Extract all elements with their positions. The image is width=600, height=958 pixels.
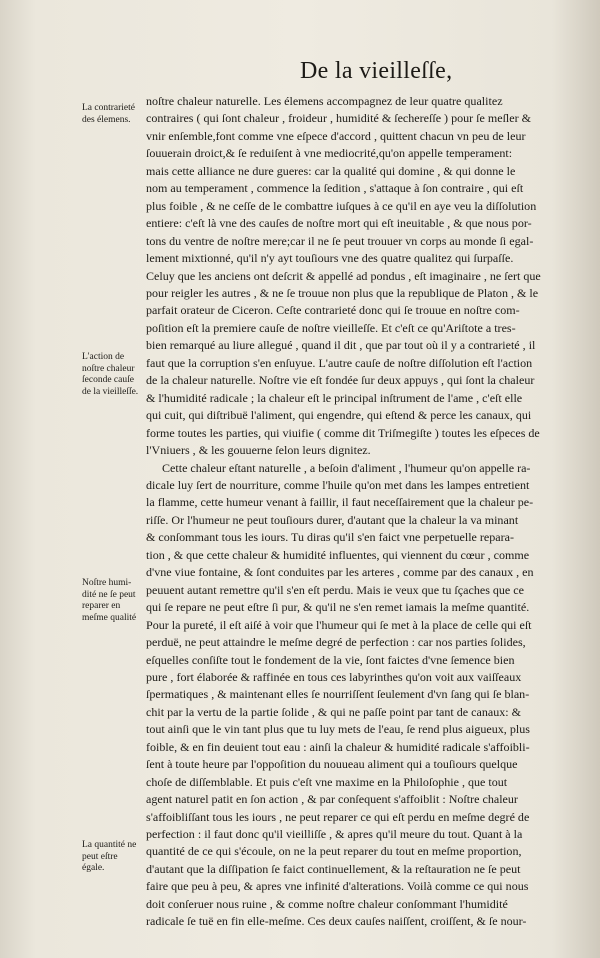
text-line: ſent à toute heure par l'oppoſition du nouueau aliment qui a touſiours quelque [146,757,518,772]
margin-note-line: noſtre chaleur [82,363,135,374]
text-line: poſition eſt la premiere cauſe de noſtre vieilleſſe. Et c'eſt ce qu'Ariſtote a tres- [146,320,516,335]
text-line: qui ſe repare ne peut eſtre ſi pur, & qu'il ne s'en remet iamais la meſme quantité. [146,600,530,615]
margin-note-line: égale. [82,863,105,873]
text-line: d'vne viue fontaine, & ſont conduites par les arteres , comme par des canaux , en [146,565,534,580]
text-line: tion , & que cette chaleur & humidité influentes, qui viennent du cœur , comme [146,547,530,562]
margin-note-line: meſme qualité [82,612,137,623]
text-line: foible, & en fin deuient tout eau : ainſi la chaleur & humidité radicale s'affoibli- [146,739,530,754]
text-line: eſquelles conſiſte tout le fondement de la vie, ſont faictes d'vne ſemence bien [146,652,515,667]
margin-note-line: La contrarieté [82,103,136,113]
text-line: vnir enſemble,font comme vne eſpece d'accord , quittent chacun vn peu de leur [146,128,526,143]
text-line: radicale ſe tuë en fin elle-meſme. Ces deux cauſes naiſſent, croiſſent, & ſe nour- [146,914,527,929]
text-line: entiere: c'eſt là vne des cauſes de noſtre mort qui eſt ineuitable , & que nous por- [146,216,532,231]
text-line: perduë, ne peut attaindre le meſme degré de perfection : car nos parties ſolides, [146,635,526,650]
margin-note-line: Noſtre humi- [82,578,132,588]
text-line: chit par la vertu de la partie ſolide , & qui ne paſſe point par tant de canaux: & [146,704,521,719]
text-line: agent naturel patit en ſon action , & par conſequent s'affoiblit : Noſtre chaleur [146,792,518,807]
text-line: Celuy que les anciens ont deſcrit & appellé ad pondus , eſt imaginaire , ne ſert que [146,268,541,283]
text-line: de la chaleur naturelle. Noſtre vie eſt fondée ſur deux appuys , qui ſont la chaleur [146,373,535,388]
text-line: l'Vniuers , & les gouuerne ſelon leurs dignitez. [146,443,371,458]
text-line: ſpermatiques , & maintenant elles ſe nourriſſent ſeulement d'vn ſang qui ſe blan- [146,687,530,702]
text-line: parfait orateur de Ciceron. Ceſte contrarieté donc qui ſe trouue en noſtre com- [146,303,520,318]
margin-note-humidite [82,578,146,624]
text-line: Cette chaleur eſtant naturelle , a beſoin d'aliment , l'humeur qu'on appelle ra- [162,460,531,475]
margin-note-line: La quantité ne [82,840,137,850]
margin-note-quantite [82,840,146,875]
text-line: perfection : il faut donc qu'il vieilliſſe , & apres qu'il meure du tout. Quant à la [146,827,523,842]
margin-note-line: L'action de [82,352,125,362]
text-line: & l'humidité radicale ; la chaleur eſt le principal inſtrument de l'ame , c'eſt elle [146,390,523,405]
text-line: dicale luy ſert de nourriture, comme l'huile qu'on met dans les lampes entretient [146,477,530,492]
margin-note-line: des élemens. [82,114,131,125]
text-line: choſe de diſſemblable. Et puis c'eſt vne maxime en la Philoſophie , que tout [146,774,508,789]
text-line: quantité de ce qui s'écoule, on ne la peut reparer du tout en meſme proportion, [146,844,522,859]
text-line: doit conſeruer nous ruine , & comme noſtre chaleur conſommant l'humidité [146,896,508,911]
text-line: nom au temperament , commence la ſedition , s'attaque à ſon contraire , qui eſt [146,181,524,196]
text-line: bien remarqué au liure allegué , quand il dit , que par tout où il y a contrarieté , il [146,338,536,353]
margin-note-contrariete [82,103,146,126]
text-line: qui cuit, qui diſtribuë l'aliment, qui engendre, qui eſtend & perce les canaux, qui [146,408,532,423]
margin-note-line: peut eſtre [82,851,118,862]
text-line: forme toutes les parties, qui viuifie ( comme dit Triſmegiſte ) toutes les eſpeces de [146,425,540,440]
text-line: s'affoibliſſant tous les iours , ne peut reparer ce qui eſt perdu en meſme degré de [146,809,530,824]
text-line: d'autant que la diſſipation ſe faict continuellement, & la reſtauration ne ſe peut [146,861,521,876]
main-text-block [146,93,588,931]
text-line: noſtre chaleur naturelle. Les élemens accompagnez de leur quatre qualitez [146,94,503,108]
text-line: faire que peu à peu, & apres vne infinité d'alterations. Voilà comme ce qui nous [146,879,529,894]
text-line: tout ainſi que le vin tant plus que tu luy mets de l'eau, ſe rend plus aigueux, plus [146,722,530,737]
margin-note-line: dité ne ſe peut [82,589,136,600]
text-line: ſouuerain droict,& ſe reduiſent à vne mediocrité,qu'on appelle temperament: [146,146,513,161]
text-line: faut que la corruption s'en enſuyue. L'autre cauſe de noſtre diſſolution eſt l'action [146,355,533,370]
text-line: & conſommant tous les iours. Tu diras qu'il s'en faict vne perpetuelle repara- [146,530,515,545]
text-line: Pour la pureté, il eſt aiſé à voir que l'humeur qui ſe met à la place de celle qui eſt [146,617,532,632]
margin-note-action-chaleur [82,352,146,398]
text-line: riſſe. Or l'humeur ne peut touſiours durer, d'autant que la chaleur la va minant [146,512,519,527]
text-line: pure , fort élaborée & raffinée en tous ces labyrinthes qu'on voit aux vaiſſeaux [146,669,522,684]
margin-note-line: reparer en [82,601,121,611]
text-line: pour reigler les autres , & ne ſe trouue non plus que la republique de Platon , & le [146,285,539,300]
text-line: mais cette alliance ne dure gueres: car la qualité qui domine , & qui donne le [146,163,516,178]
margin-note-line: de la vieilleſſe. [82,386,139,397]
text-line: lement mixtionné, qu'il n'y ayt touſiours vne des quatre qualitez qui ſurpaſſe. [146,251,514,266]
text-line: peuuent autant remettre qu'il s'en eſt perdu. Mais ie veux que tu ſçaches que ce [146,582,524,597]
text-line: tons du ventre de noſtre mere;car il ne ſe peut trouuer vn corps au monde ſi egal- [146,233,534,248]
text-line: plus foible , & ne ceſſe de le combattre iuſques à ce qu'il en aye veu la diſſolution [146,198,537,213]
running-head-title: De la vieilleſſe, [300,58,453,84]
margin-note-line: ſeconde cauſe [82,375,134,385]
text-line: la flamme, cette humeur venant à faillir, il faut neceſſairement que la chaleur pe- [146,495,534,510]
text-line: contraires ( qui ſont chaleur , froideur , humidité & ſechereſſe ) pour ſe meſler & [146,111,532,126]
